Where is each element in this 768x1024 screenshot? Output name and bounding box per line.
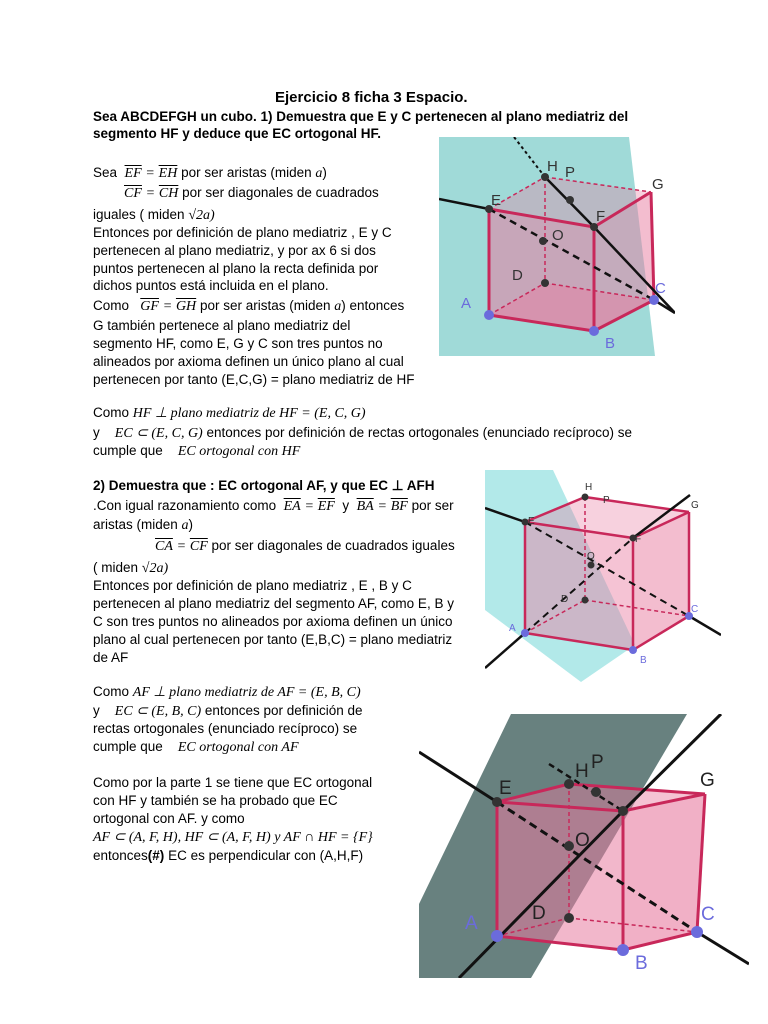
s2-line-miden: ( miden √2a) (93, 560, 169, 576)
label-g: G (691, 500, 699, 511)
label-e: E (491, 192, 502, 209)
label-g: G (652, 176, 664, 193)
label-p: P (603, 495, 610, 506)
s1-line5: pertenecen al plano mediatriz, y por ax 6 si dos (93, 243, 376, 258)
label-f: F (635, 534, 642, 545)
label-b: B (640, 655, 647, 666)
label-d: D (512, 267, 523, 284)
point-o (588, 562, 595, 569)
s2-line9: de AF (93, 650, 129, 665)
point-p (591, 787, 601, 797)
label-c: C (701, 904, 715, 925)
s1-line10: segmento HF, como E, G y C son tres puntos no (93, 336, 383, 351)
label-o: O (552, 227, 564, 244)
point-h (582, 494, 589, 501)
s3-line-math: AF ⊂ (A, F, H), HF ⊂ (A, F, H) y AF ∩ HF = {F} (93, 830, 373, 845)
point-b (617, 944, 629, 956)
label-o: O (587, 551, 595, 562)
label-o: O (575, 830, 590, 851)
part2-heading: 2) Demuestra que : EC ortogonal AF, y que EC ⊥ AFH (93, 478, 435, 493)
s2-line6: pertenecen al plano mediatriz del segmento AF, como E, B y (93, 596, 454, 611)
point-f (618, 806, 628, 816)
s1-line-sea: Sea $\overline{EF} = \overline{EH}$ por ser aristas (miden a) (93, 165, 327, 181)
point-a (521, 629, 529, 637)
point-b (589, 326, 599, 336)
s2-line2: aristas (miden a) (93, 517, 194, 533)
label-p: P (565, 164, 576, 181)
point-c (691, 926, 703, 938)
page-title: Ejercicio 8 ficha 3 Espacio. (275, 89, 468, 106)
s2-line-ca: $\overline{CA} = \overline{CF}$ por ser diagonales de cuadrados iguales (155, 538, 455, 554)
point-b (629, 646, 637, 654)
s2-line-y-math: y EC ⊂ (E, B, C) entonces por definición de (93, 703, 363, 719)
s2-line8: plano al cual pertenecen por tanto (E,B,C) = plano mediatriz (93, 632, 453, 647)
s1-line9: G también pertenece al plano mediatriz del (93, 318, 351, 333)
s1-line11: alineados por axioma definen un único plano al cual (93, 354, 404, 369)
cube-right-face (623, 794, 705, 950)
s2-line5: Entonces por definición de plano mediatriz , E , B y C (93, 578, 412, 593)
label-a: A (465, 913, 478, 934)
label-c: C (691, 604, 699, 615)
point-a (491, 930, 503, 942)
label-p: P (591, 752, 604, 773)
label-a: A (461, 295, 472, 312)
label-d: D (561, 594, 569, 605)
cube-figure-2 (485, 470, 721, 682)
s1-line12: pertenecen por tanto (E,C,G) = plano mediatriz de HF (93, 372, 415, 387)
label-h: H (575, 761, 589, 782)
s3-line3: ortogonal con AF. y como (93, 811, 245, 826)
label-g: G (700, 770, 715, 791)
s2-line-cumple: cumple que EC ortogonal con AF (93, 739, 299, 755)
s1-line6: puntos pertenecen al plano la recta definida por (93, 261, 379, 276)
point-o (539, 237, 547, 245)
s3-line2: con HF y también se ha probado que EC (93, 793, 338, 808)
s2-line-como-math: Como AF ⊥ plano mediatriz de AF = (E, B, C) (93, 684, 361, 700)
point-p (566, 196, 574, 204)
label-b: B (635, 953, 648, 974)
point-a (484, 310, 494, 320)
s1-line-cf: $\overline{CF} = \overline{CH}$ por ser diagonales de cuadrados (124, 185, 379, 201)
s1-line-iguales: iguales ( miden √2a) (93, 207, 215, 223)
cube-front-face (489, 209, 594, 331)
s2-line12: rectas ortogonales (enunciado recíproco) se (93, 721, 358, 736)
s3-line1: Como por la parte 1 se tiene que EC ortogonal (93, 775, 373, 790)
part1-heading-line2: segmento HF y deduce que EC ortogonal HF. (93, 126, 382, 141)
point-o (564, 841, 574, 851)
label-a: A (509, 623, 516, 634)
label-b: B (605, 335, 616, 352)
label-h: H (547, 158, 558, 175)
label-e: E (528, 516, 535, 527)
s1-line-como-math: Como HF ⊥ plano mediatriz de HF = (E, C, G) (93, 405, 366, 421)
label-e: E (499, 778, 512, 799)
s1-line-y-math: y EC ⊂ (E, C, G) entonces por definición de rectas ortogonales (enunciado recíproco) se (93, 425, 632, 441)
cube-figure-3 (419, 714, 749, 978)
label-c: C (655, 280, 666, 297)
s2-line7: C son tres puntos no alineados por axioma definen un único (93, 614, 453, 629)
cube-figure-1 (439, 137, 675, 356)
point-d (582, 597, 589, 604)
s1-line-como: Como $\overline{GF} = \overline{GH}$ por ser aristas (miden a) entonces (93, 298, 405, 314)
s2-line1: .Con igual razonamiento como $\overline{EA} = \overline{EF}$ y $\overline{BA} = \overline{BF}$ por ser (93, 498, 454, 514)
s1-line4: Entonces por definición de plano mediatriz , E y C (93, 225, 392, 240)
point-d (564, 913, 574, 923)
label-d: D (532, 903, 546, 924)
s1-line-cumple: cumple que EC ortogonal con HF (93, 443, 301, 459)
point-h (564, 779, 574, 789)
label-h: H (585, 482, 593, 493)
part1-heading-line1: Sea ABCDEFGH un cubo. 1) Demuestra que E y C pertenecen al plano mediatriz del (93, 109, 629, 124)
cube-front-face (525, 522, 633, 650)
label-f: F (596, 208, 606, 225)
s1-line7: dichos puntos está incluida en el plano. (93, 278, 329, 293)
s3-line5: entonces(#) EC es perpendicular con (A,H,F) (93, 848, 364, 863)
point-d (541, 279, 549, 287)
